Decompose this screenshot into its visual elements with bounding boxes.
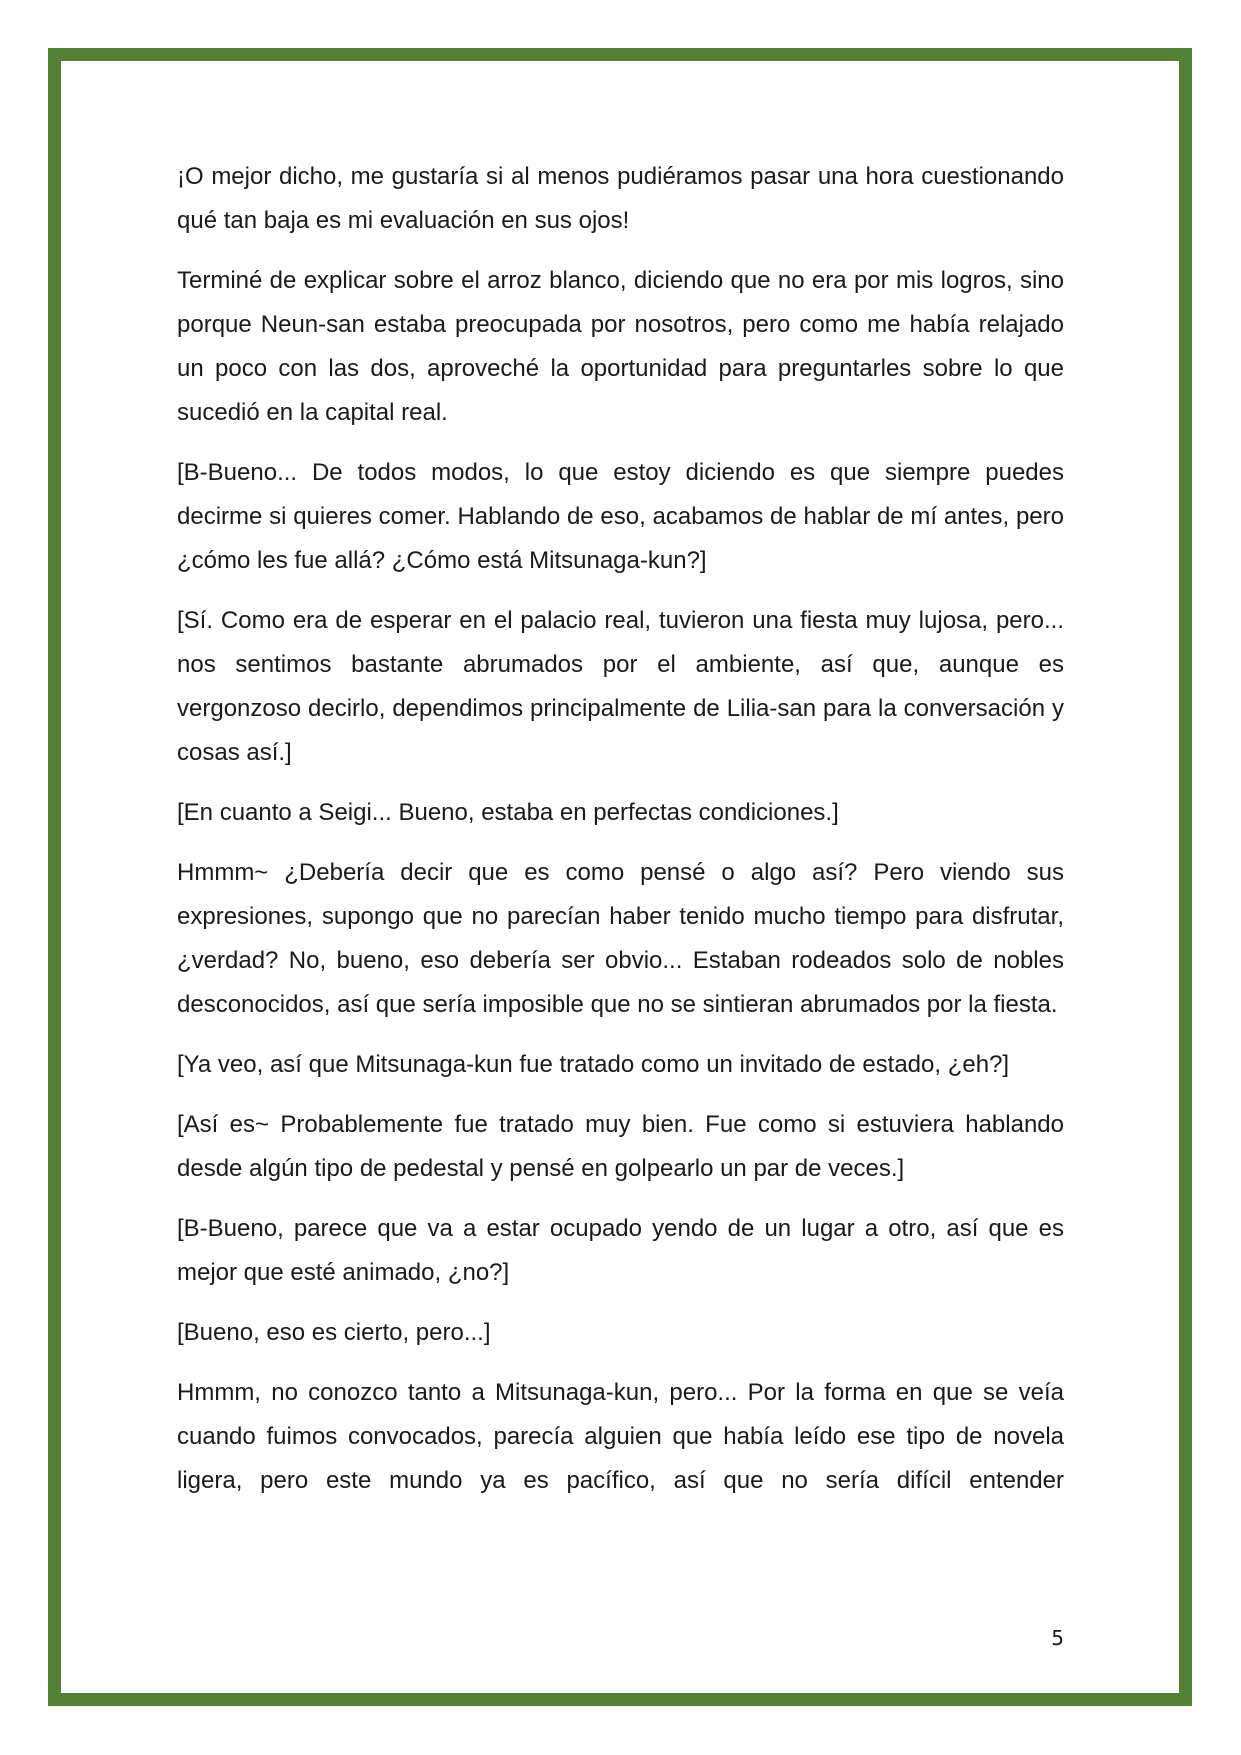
paragraph: Hmmm, no conozco tanto a Mitsunaga-kun, pero... Por la forma en que se veía cuando fuimos convocados, parecía alguien que había leído ese tipo de novela ligera, pero este mundo ya es pacífico, así que no sería difícil entender [177, 1379, 1064, 1494]
page-number: 5 [1051, 1626, 1064, 1650]
paragraph: [Así es~ Probablemente fue tratado muy bien. Fue como si estuviera hablando desde algún tipo de pedestal y pensé en golpearlo un par de veces.] [177, 1111, 1064, 1182]
paragraph: [Bueno, eso es cierto, pero...] [177, 1319, 491, 1346]
paragraph: Hmmm~ ¿Debería decir que es como pensé o algo así? Pero viendo sus expresiones, supongo que no parecían haber tenido mucho tiempo para disfrutar, ¿verdad? No, bueno, eso debería ser obvio... Estaban rodeados solo de nobles desconocidos, así que sería imposible que no se sintieran abrumados por la fiesta. [177, 859, 1064, 1018]
paragraph: [B-Bueno... De todos modos, lo que estoy diciendo es que siempre puedes decirme si quieres comer. Hablando de eso, acabamos de hablar de mí antes, pero ¿cómo les fue allá? ¿Cómo está Mitsunaga-kun?] [177, 459, 1064, 574]
paragraph: ¡O mejor dicho, me gustaría si al menos pudiéramos pasar una hora cuestionando qué tan baja es mi evaluación en sus ojos! [177, 163, 1064, 234]
paragraph: [En cuanto a Seigi... Bueno, estaba en perfectas condiciones.] [177, 799, 839, 826]
document-body [177, 155, 1064, 1519]
paragraph: [B-Bueno, parece que va a estar ocupado yendo de un lugar a otro, así que es mejor que esté animado, ¿no?] [177, 1215, 1064, 1286]
paragraph: [Sí. Como era de esperar en el palacio real, tuvieron una fiesta muy lujosa, pero... nos sentimos bastante abrumados por el ambiente, así que, aunque es vergonzoso decirlo, dependimos principalmente de Lilia-san para la conversación y cosas así.] [177, 607, 1064, 766]
paragraph: Terminé de explicar sobre el arroz blanco, diciendo que no era por mis logros, sino porque Neun-san estaba preocupada por nosotros, pero como me había relajado un poco con las dos, aproveché la oportunidad para preguntarles sobre lo que sucedió en la capital real. [177, 267, 1064, 426]
paragraph: [Ya veo, así que Mitsunaga-kun fue tratado como un invitado de estado, ¿eh?] [177, 1051, 1010, 1078]
